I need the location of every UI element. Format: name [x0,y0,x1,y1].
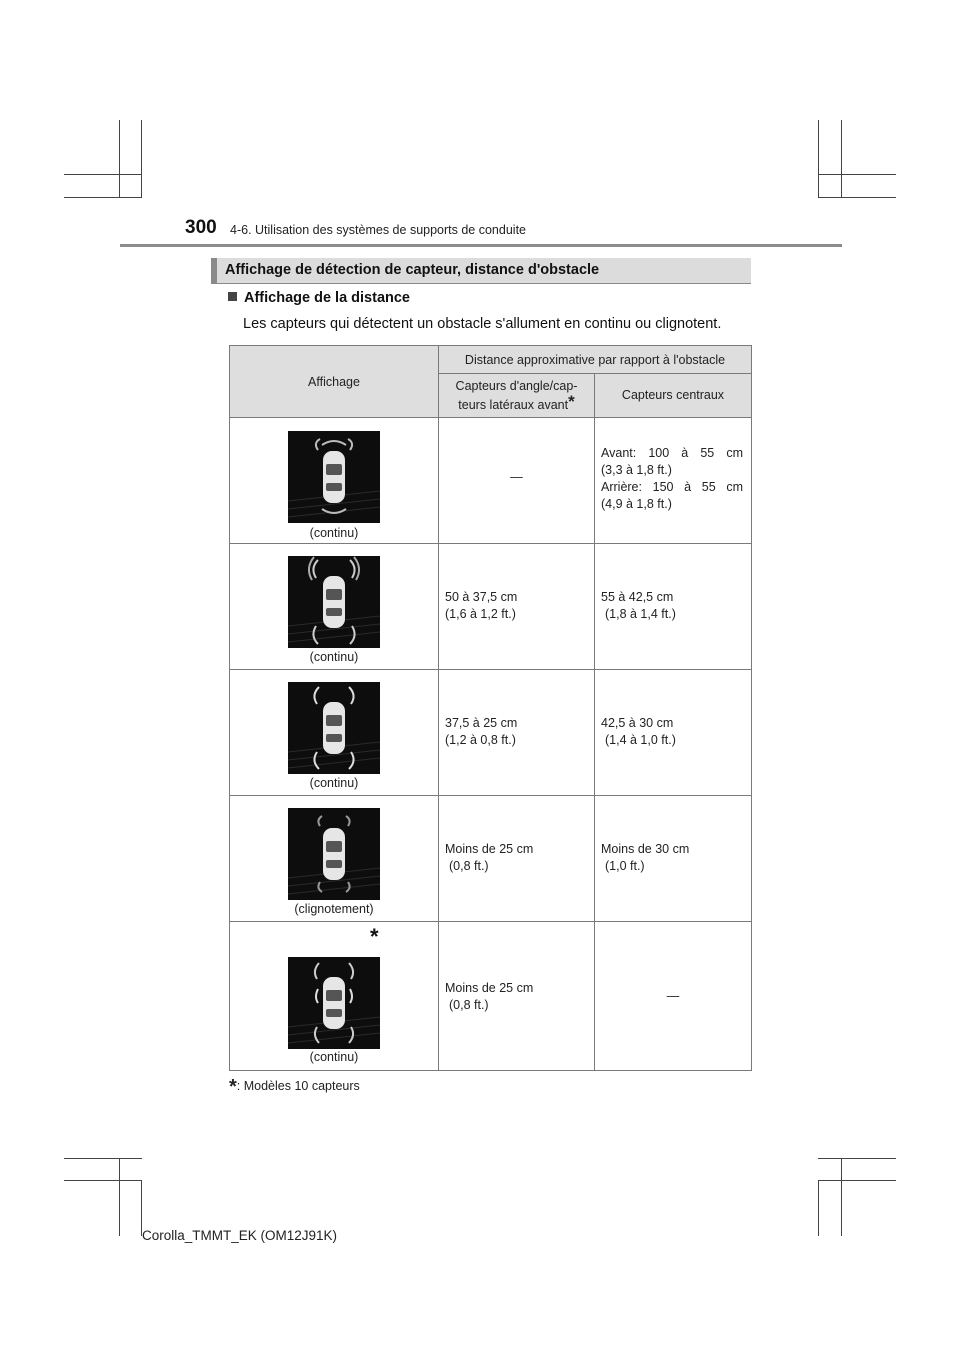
display-cell [230,796,439,922]
header-display [230,346,439,418]
table-row [230,544,752,670]
header-center-label: Capteurs centraux [621,388,725,402]
footer-label: Corolla_TMMT_EK (OM12J91K) [142,1228,338,1243]
empty-dash: — [510,470,523,484]
subsection-text: Les capteurs qui détectent un obstacle s'allument en continu ou clignotent. [243,316,722,332]
footnote-star: * [229,1076,237,1098]
car-sensors-two-arcs-icon [288,682,380,774]
crop-mark [818,1158,896,1159]
value-line: 37,5 à 25 cm [445,716,518,730]
header-side-line1: Capteurs d'angle/cap- [455,378,578,393]
crop-mark [64,1180,142,1181]
crop-mark [141,120,142,198]
value-line: 55 à 42,5 cm [601,590,674,604]
display-caption: (continu) [309,526,359,540]
crop-mark [64,197,142,198]
table-row [230,418,752,544]
subsection-heading [228,290,410,306]
crop-mark [818,197,896,198]
center-value [601,445,743,513]
table-row [230,796,752,922]
value-line: (0,8 ft.) [449,998,489,1012]
table-row [230,922,752,1071]
crop-mark [818,174,896,175]
car-sensors-three-arcs-icon [288,556,380,648]
header-display-label: Affichage [308,374,360,389]
car-sensors-long-range-icon [288,431,380,523]
car-sensors-close-icon [288,808,380,900]
side-value [445,980,586,1014]
crop-mark [818,120,819,198]
center-value [601,589,743,623]
side-value [445,841,586,875]
value-line: Moins de 30 cm [601,842,690,856]
value-line: Moins de 25 cm [445,981,534,995]
center-value [601,841,743,875]
value-line: (1,8 à 1,4 ft.) [605,607,676,621]
crop-mark [119,1158,120,1236]
center-value [601,715,743,749]
crop-mark [818,1180,819,1236]
footnote-text: : Modèles 10 capteurs [236,1079,360,1093]
chapter-title: 4-6. Utilisation des systèmes de supports de conduite [230,223,526,237]
center-value-cell [595,922,752,1071]
display-caption: (continu) [309,650,359,664]
value-line: Arrière: 150 à 55 cm [601,480,743,494]
display-cell [230,418,439,544]
crop-mark [119,120,120,198]
side-value-cell [439,418,595,544]
value-line: 42,5 à 30 cm [601,716,674,730]
square-bullet-icon [228,292,237,301]
section-title: Affichage de détection de capteur, distance d'obstacle [225,262,600,278]
model-star: * [370,924,379,949]
header-distance [439,346,752,374]
value-line: (1,2 à 0,8 ft.) [445,733,516,747]
display-caption: (continu) [309,1050,359,1064]
value-line: 50 à 37,5 cm [445,590,518,604]
side-value-cell [439,922,595,1071]
center-value-cell [595,796,752,922]
header-distance-label: Distance approximative par rapport à l'obstacle [464,352,726,367]
center-value-cell [595,418,752,544]
display-caption: (clignotement) [294,902,374,916]
crop-mark [64,174,142,175]
display-cell [230,670,439,796]
side-value-cell [439,670,595,796]
crop-mark [64,1158,142,1159]
header-center-sensors [595,374,752,418]
crop-mark [841,120,842,198]
crop-mark [841,1158,842,1236]
value-line: Moins de 25 cm [445,842,534,856]
empty-dash: — [666,989,680,1003]
page-number: 300 [185,217,217,238]
value-line: (4,9 à 1,8 ft.) [601,497,672,511]
display-caption: (continu) [309,776,359,790]
side-value [445,589,586,623]
display-cell [230,922,439,1071]
side-value-cell [439,796,595,922]
value-line: (3,3 à 1,8 ft.) [601,463,672,477]
value-line: (0,8 ft.) [449,859,489,873]
car-sensors-side-icon [288,957,380,1049]
center-value-cell [595,544,752,670]
center-value-cell [595,670,752,796]
header-side-sensors [439,374,595,418]
crop-mark [818,1180,896,1181]
subsection-title: Affichage de la distance [244,290,410,306]
table-row [230,670,752,796]
value-line: Avant: 100 à 55 cm [601,446,743,460]
header-side-star: * [568,391,575,411]
value-line: (1,4 à 1,0 ft.) [605,733,676,747]
distance-table [229,345,752,1071]
section-accent [211,258,217,284]
footnote [229,1076,360,1099]
header-rule [120,244,842,247]
display-cell [230,544,439,670]
side-value [445,715,586,749]
value-line: (1,0 ft.) [605,859,645,873]
section-heading [211,258,751,284]
header-side-line2: teurs latéraux avant [458,397,569,412]
value-line: (1,6 à 1,2 ft.) [445,607,516,621]
side-value-cell [439,544,595,670]
